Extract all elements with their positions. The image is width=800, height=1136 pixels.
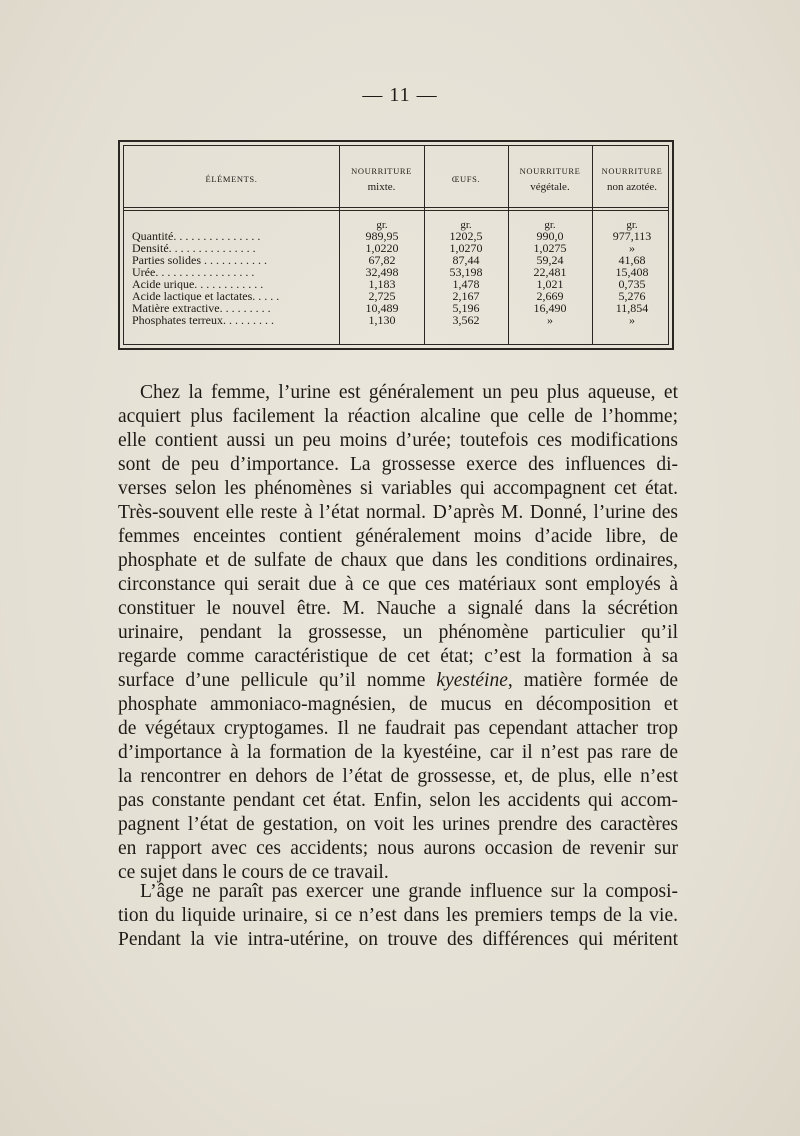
cell-value: » <box>629 313 635 327</box>
paragraph-women <box>118 381 678 885</box>
table-row <box>124 278 668 290</box>
text-line: pas constante pendant cet état. Enfin, selon les accidents qui accom- <box>118 790 678 811</box>
cell-value: 15,408 <box>615 265 649 279</box>
urine-composition-table <box>118 140 674 350</box>
italic-term-kyesteine: kyestéine <box>436 670 508 691</box>
cell-value: 11,854 <box>615 301 649 315</box>
text-line: phosphate ammoniaco-magnésien, de mucus en décomposition et <box>118 694 678 715</box>
text-line: de végétaux cryptogames. Il ne faudrait pas cependant attacher trop <box>118 718 678 739</box>
header-non-nitrogen-diet-line2: non azotée. <box>606 181 658 193</box>
row-label: Phosphates terreux. . . . . . . . . <box>132 314 274 326</box>
text-line: sont de peu d’importance. La grossesse exerce des influences di- <box>118 454 678 475</box>
text-line: phosphate et de sulfate de chaux que dans les conditions ordinaires, <box>118 550 678 571</box>
text-line: circonstance qui serait due à ce que ces matériaux sont employés à <box>118 574 678 595</box>
text-line: d’importance à la formation de la kyestéine, car il n’est pas rare de <box>118 742 678 763</box>
header-elements <box>124 156 339 202</box>
text-line: regarde comme caractéristique de cet état; c’est la formation à sa <box>118 646 678 667</box>
cell-value: 989,95 <box>365 229 399 243</box>
cell-value: 1,0220 <box>365 241 399 255</box>
text-line <box>118 669 678 693</box>
cell-value: 22,481 <box>533 265 567 279</box>
text-line: Chez la femme, l’urine est généralement un peu plus aqueuse, et <box>140 382 678 403</box>
row-label: Densité. . . . . . . . . . . . . . . <box>132 242 256 254</box>
header-non-nitrogen-diet <box>592 156 672 202</box>
row-label: Parties solides . . . . . . . . . . . <box>132 254 267 266</box>
header-rule <box>124 207 668 208</box>
cell-value: 3,562 <box>452 313 480 327</box>
unit-cell: gr. <box>626 219 638 231</box>
cell-value: 41,68 <box>618 253 646 267</box>
row-label: Acide lactique et lactates. . . . . <box>132 290 280 302</box>
table-inner-border <box>123 145 669 345</box>
cell-value: 67,82 <box>368 253 396 267</box>
header-mixed-diet <box>339 156 424 202</box>
text-line: acquiert plus facilement la réaction alcaline que celle de l’homme; <box>118 406 678 427</box>
cell-value: 5,196 <box>452 301 480 315</box>
text-line: L’âge ne paraît pas exercer une grande influence sur la composi- <box>140 881 678 902</box>
cell-value: 1,183 <box>368 277 396 291</box>
cell-value: 977,113 <box>612 229 652 243</box>
page-number: — 11 — <box>362 84 438 106</box>
table-row <box>124 242 668 254</box>
header-elements-label: ÉLÉMENTS. <box>205 174 258 184</box>
text-line: constituer le nouvel être. M. Nauche a signalé dans la sécrétion <box>118 598 678 619</box>
header-eggs-label: ŒUFS. <box>451 174 481 184</box>
header-vegetable-diet <box>508 156 592 202</box>
text-line: ce sujet dans le cours de ce travail. <box>118 862 389 883</box>
cell-value: 0,735 <box>618 277 646 291</box>
cell-value: 10,489 <box>365 301 399 315</box>
cell-value: 59,24 <box>536 253 564 267</box>
header-non-nitrogen-diet-line1: NOURRITURE <box>601 166 663 176</box>
cell-value: 1,478 <box>452 277 480 291</box>
row-label: Urée. . . . . . . . . . . . . . . . . <box>132 266 255 278</box>
cell-value: » <box>629 241 635 255</box>
header-vegetable-diet-line2: végétale. <box>530 181 570 193</box>
text-fragment: , matière formée de <box>507 670 678 691</box>
text-line: Pendant la vie intra-utérine, on trouve des différences qui méritent <box>118 929 678 950</box>
row-label: Quantité. . . . . . . . . . . . . . . <box>132 230 261 242</box>
cell-value: 2,725 <box>368 289 396 303</box>
text-line: pagnent l’état de gestation, on voit les urines prendre des caractères <box>118 814 678 835</box>
unit-cell: gr. <box>376 219 388 231</box>
cell-value: 990,0 <box>536 229 564 243</box>
header-rule <box>124 210 668 211</box>
table-row <box>124 302 668 314</box>
cell-value: 2,669 <box>536 289 564 303</box>
text-line: la rencontrer en dehors de l’état de grossesse, et, de plus, elle n’est <box>118 766 678 787</box>
table-row <box>124 266 668 278</box>
header-eggs <box>424 156 508 202</box>
cell-value: 2,167 <box>452 289 480 303</box>
cell-value: » <box>547 313 553 327</box>
text-line: Très-souvent elle reste à l’état normal. D’après M. Donné, l’urine des <box>118 502 678 523</box>
text-line: verses selon les phénomènes si variables qui accompagnent cet état. <box>118 478 678 499</box>
cell-value: 87,44 <box>452 253 480 267</box>
header-mixed-diet-line1: NOURRITURE <box>351 166 412 176</box>
table-row <box>124 314 668 326</box>
cell-value: 1,0270 <box>449 241 483 255</box>
cell-value: 53,198 <box>449 265 483 279</box>
cell-value: 1202,5 <box>449 229 483 243</box>
text-line: tion du liquide urinaire, si ce n’est dans les premiers temps de la vie. <box>118 905 678 926</box>
cell-value: 5,276 <box>618 289 646 303</box>
unit-cell: gr. <box>460 219 472 231</box>
row-label: Acide urique. . . . . . . . . . . . <box>132 278 264 290</box>
text-line: femmes enceintes contient généralement moins d’acide libre, de <box>118 526 678 547</box>
text-fragment: surface d’une pellicule qu’il nomme <box>118 670 437 691</box>
text-line: elle contient aussi un peu moins d’urée; toutefois ces modifications <box>118 430 678 451</box>
cell-value: 1,0275 <box>533 241 567 255</box>
row-label: Matière extractive. . . . . . . . . <box>132 302 271 314</box>
unit-cell: gr. <box>544 219 556 231</box>
cell-value: 1,130 <box>368 313 396 327</box>
header-vegetable-diet-line1: NOURRITURE <box>519 166 581 176</box>
cell-value: 16,490 <box>533 301 567 315</box>
text-line: urinaire, pendant la grossesse, un phénomène particulier qu’il <box>118 622 678 643</box>
cell-value: 1,021 <box>536 277 564 291</box>
text-line: en rapport avec ces accidents; nous aurons occasion de revenir sur <box>118 838 678 859</box>
cell-value: 32,498 <box>365 265 399 279</box>
header-mixed-diet-line2: mixte. <box>367 181 396 193</box>
paragraph-age <box>118 880 678 952</box>
